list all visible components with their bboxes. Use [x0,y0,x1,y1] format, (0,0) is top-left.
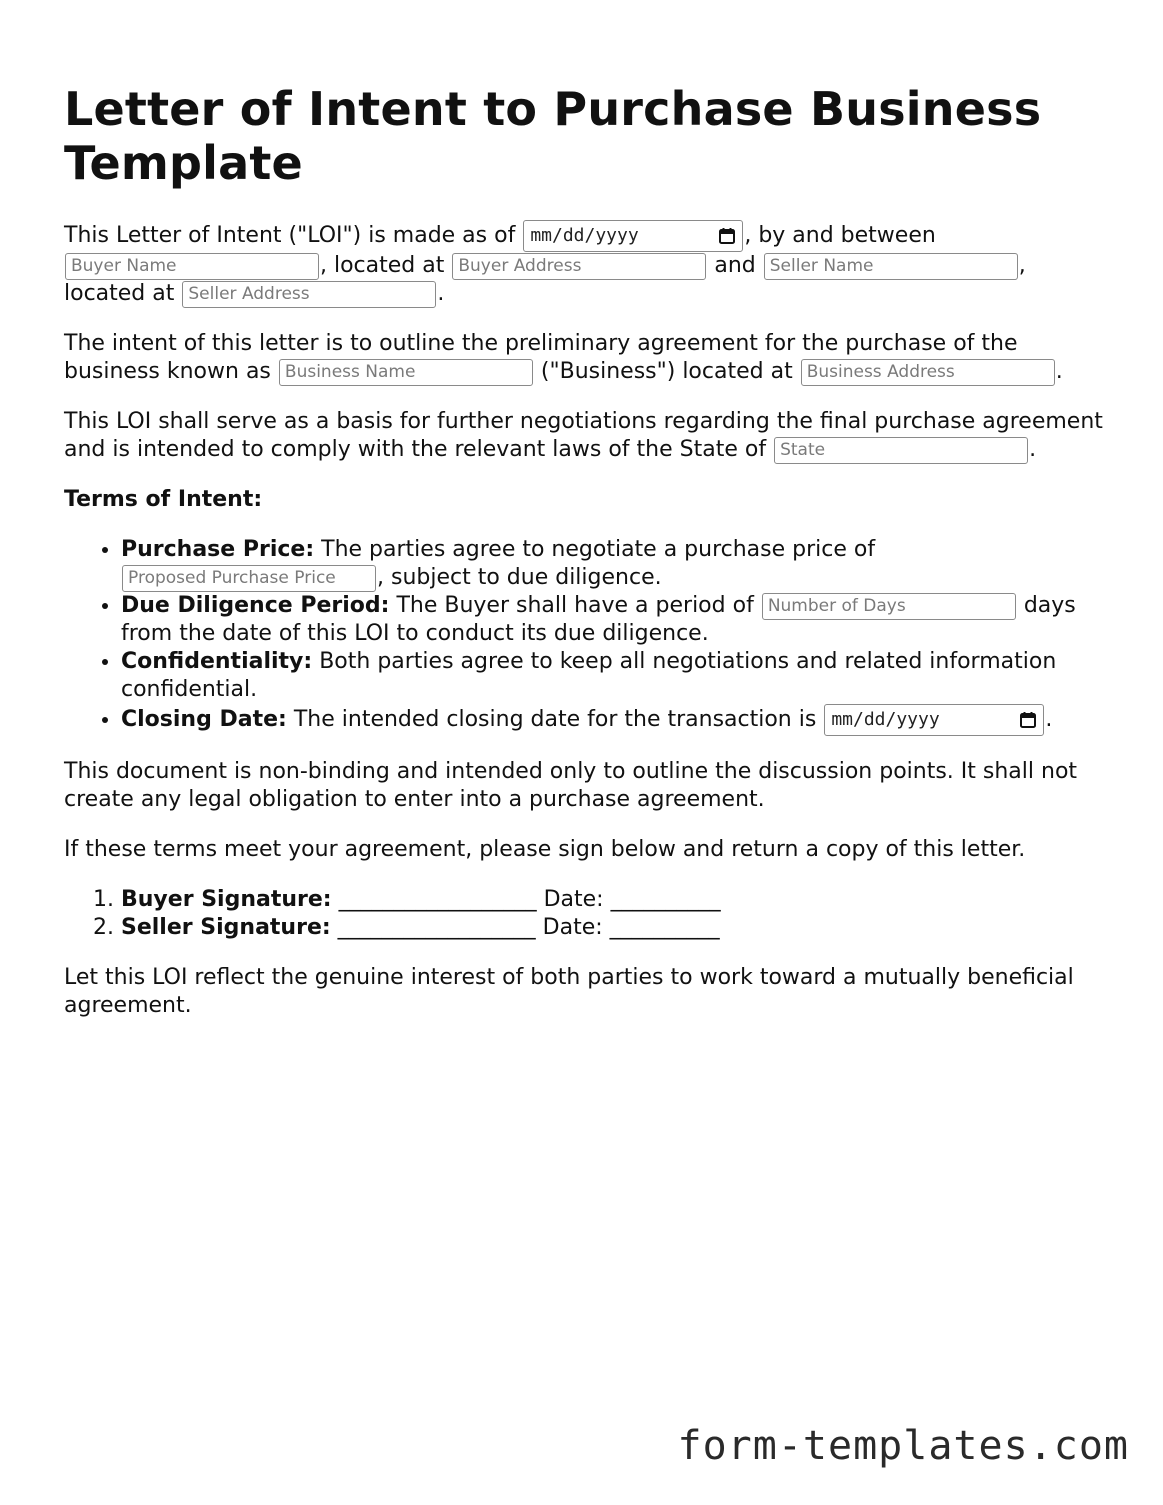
buyer-name-input[interactable] [65,253,319,280]
signature-blank: __________________ Date: __________ [337,915,720,940]
term-text: days from the date of this LOI to conduct its due diligence. [121,593,1076,646]
purpose-text: . [1055,359,1063,384]
signature-blank: __________________ Date: __________ [338,887,721,912]
number-of-days-input[interactable] [762,593,1016,620]
intro-text: located at [64,281,175,306]
term-closing-date [121,704,1114,736]
term-text: The parties agree to negotiate a purchase price of [321,537,876,562]
signature-label: Buyer Signature: [121,887,332,912]
purpose-text: ("Business") located at [540,359,793,384]
calendar-icon[interactable] [718,227,736,245]
basis-paragraph [64,408,1114,464]
sign-request-paragraph: If these terms meet your agreement, please sign below and return a copy of this letter. [64,837,1026,862]
term-label: Closing Date: [121,707,287,732]
term-label: Due Diligence Period: [121,593,390,618]
date-placeholder: mm/dd/yyyy [530,225,639,246]
intro-text: , by and between [744,223,936,248]
term-text: The Buyer shall have a period of [396,593,754,618]
loi-date-input[interactable] [523,220,743,252]
seller-name-input[interactable] [764,253,1018,280]
term-text: , subject to due diligence. [377,565,662,590]
term-due-diligence [121,592,1114,648]
business-address-input[interactable] [801,359,1055,386]
nonbinding-paragraph: This document is non-binding and intended only to outline the discussion points. It shall not create any legal obligation to enter into a purchase agreement. [64,759,1078,812]
intro-text: , located at [320,253,445,278]
term-purchase-price [121,536,1114,592]
terms-heading: Terms of Intent: [64,487,263,512]
term-text: The intended closing date for the transaction is [293,707,817,732]
term-label: Purchase Price: [121,537,315,562]
state-input[interactable] [774,437,1028,464]
document-title: Letter of Intent to Purchase Business Template [64,82,1042,190]
buyer-address-input[interactable] [452,253,706,280]
intro-text: This Letter of Intent ("LOI") is made as of [64,223,516,248]
watermark: form-templates.com [677,1423,1129,1469]
intro-text: and [714,253,756,278]
term-text: Both parties agree to keep all negotiations and related information confidential. [121,649,1057,702]
basis-text: . [1029,437,1037,462]
term-text: . [1045,707,1053,732]
intro-text: , [1018,253,1026,278]
seller-signature-line [121,914,1114,942]
intro-text: . [437,281,445,306]
signature-list [64,886,1114,942]
buyer-signature-line [121,886,1114,914]
business-name-input[interactable] [279,359,533,386]
basis-text: This LOI shall serve as a basis for further negotiations regarding the final purchase agreement and is intended to comply with the relevant laws of the State of [64,409,1103,462]
purpose-text: The intent of this letter is to outline the preliminary agreement for the purchase of the business known as [64,331,1018,384]
signature-label: Seller Signature: [121,915,331,940]
closing-date-input[interactable] [824,704,1044,736]
term-label: Confidentiality: [121,649,313,674]
date-placeholder: mm/dd/yyyy [831,709,940,730]
purchase-price-input[interactable] [122,565,376,592]
seller-address-input[interactable] [182,281,436,308]
closing-paragraph: Let this LOI reflect the genuine interest of both parties to work toward a mutually beneficial agreement. [64,965,1074,1018]
purpose-paragraph [64,330,1114,386]
intro-paragraph [64,220,1114,308]
terms-list [64,536,1114,736]
calendar-icon[interactable] [1019,711,1037,729]
term-confidentiality [121,648,1114,704]
document [64,82,1114,1042]
